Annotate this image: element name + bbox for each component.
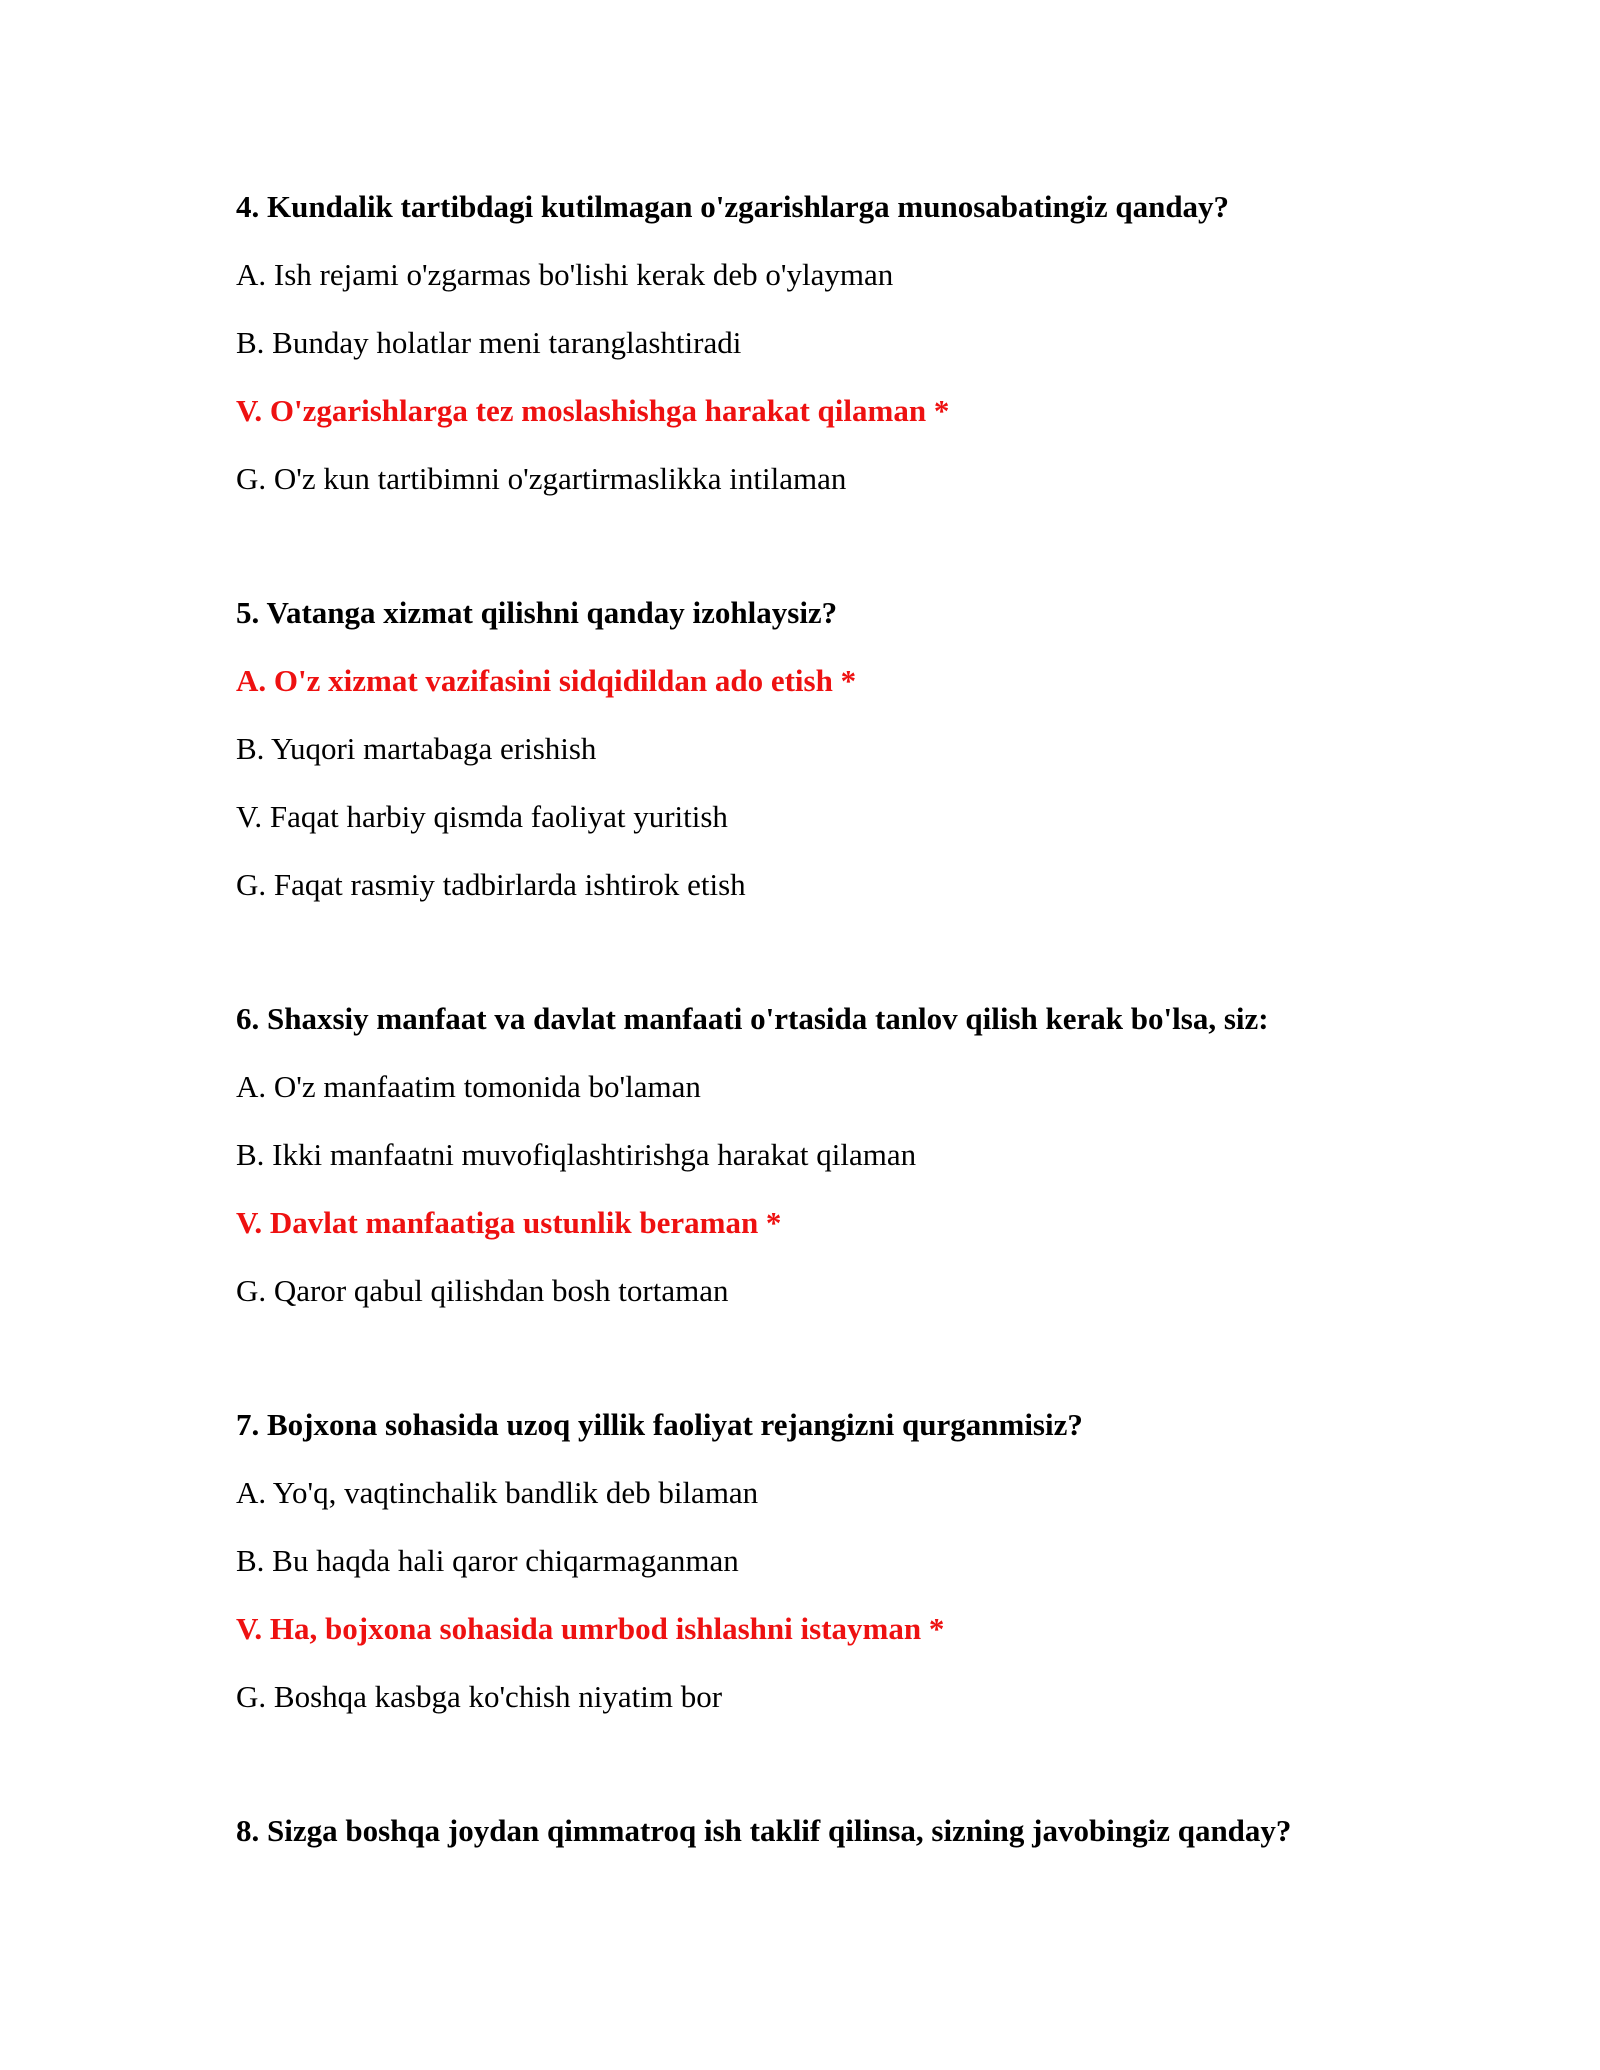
correct-answer-option: V. Ha, bojxona sohasida umrbod ishlashni istayman * xyxy=(236,1611,945,1646)
answer-option: B. Yuqori martabaga erishish xyxy=(236,731,597,766)
question-block xyxy=(236,187,1436,527)
answer-option: G. O'z kun tartibimni o'zgartirmaslikka intilaman xyxy=(236,461,847,496)
correct-answer-option: A. O'z xizmat vazifasini sidqidildan ado etish * xyxy=(236,663,857,698)
question-text: 5. Vatanga xizmat qilishni qanday izohlaysiz? xyxy=(236,595,838,630)
answer-option: V. Faqat harbiy qismda faoliyat yuritish xyxy=(236,799,728,834)
correct-answer-option: V. Davlat manfaatiga ustunlik beraman * xyxy=(236,1205,782,1240)
question-text: 8. Sizga boshqa joydan qimmatroq ish taklif qilinsa, sizning javobingiz qanday? xyxy=(236,1813,1292,1848)
answer-option: A. O'z manfaatim tomonida bo'laman xyxy=(236,1069,701,1104)
answer-option: B. Bunday holatlar meni taranglashtiradi xyxy=(236,325,742,360)
answer-option: B. Ikki manfaatni muvofiqlashtirishga harakat qilaman xyxy=(236,1137,917,1172)
question-block xyxy=(236,593,1436,933)
answer-option: A. Ish rejami o'zgarmas bo'lishi kerak deb o'ylayman xyxy=(236,257,894,292)
answer-option: A. Yo'q, vaqtinchalik bandlik deb bilaman xyxy=(236,1475,759,1510)
answer-option: G. Qaror qabul qilishdan bosh tortaman xyxy=(236,1273,729,1308)
answer-option: G. Faqat rasmiy tadbirlarda ishtirok etish xyxy=(236,867,746,902)
question-text: 7. Bojxona sohasida uzoq yillik faoliyat rejangizni qurganmisiz? xyxy=(236,1407,1083,1442)
question-block xyxy=(236,1811,1436,1879)
question-block xyxy=(236,999,1436,1339)
answer-option: G. Boshqa kasbga ko'chish niyatim bor xyxy=(236,1679,723,1714)
correct-answer-option: V. O'zgarishlarga tez moslashishga harakat qilaman * xyxy=(236,393,950,428)
question-block xyxy=(236,1405,1436,1745)
question-text: 6. Shaxsiy manfaat va davlat manfaati o'rtasida tanlov qilish kerak bo'lsa, siz: xyxy=(236,1001,1269,1036)
answer-option: B. Bu haqda hali qaror chiqarmaganman xyxy=(236,1543,739,1578)
question-text: 4. Kundalik tartibdagi kutilmagan o'zgarishlarga munosabatingiz qanday? xyxy=(236,189,1230,224)
